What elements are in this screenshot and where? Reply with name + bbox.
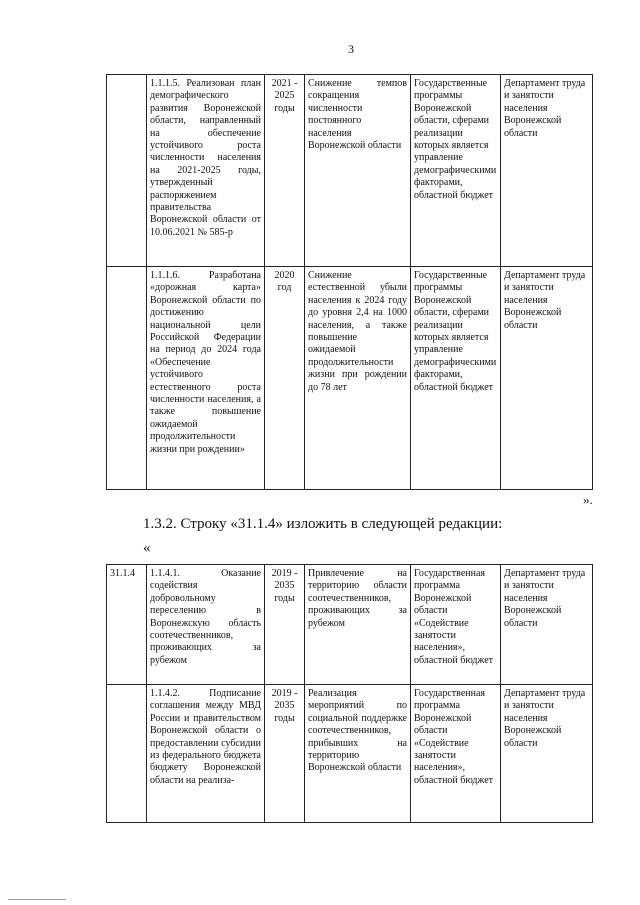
- period-cell: 2021 - 2025 годы: [265, 75, 305, 267]
- table-row: [107, 565, 593, 685]
- table-row: [107, 75, 593, 267]
- amendment-paragraph: 1.3.2. Строку «31.1.4» изложить в следующей редакции:: [143, 516, 503, 532]
- page-number: 3: [348, 42, 354, 56]
- measure-cell: 1.1.4.2. Подписание соглашения между МВД России и правительством Воронежской области о предоставлении субсидии из федерального бюджета бюджету Воронежской области на реализа-: [147, 685, 265, 823]
- measure-cell: 1.1.1.6. Разработана «дорожная карта» Воронежской области по достижению национальной цели Российской Федерации на период до 2024 года «Обеспечение устойчивого естественного роста численности населения, а также повышение ожидаемой продолжительности жизни при рождении»: [147, 267, 265, 490]
- code-cell: 31.1.4: [107, 565, 147, 685]
- period-cell: 2019 - 2035 годы: [265, 565, 305, 685]
- code-cell: [107, 267, 147, 490]
- source-cell: Государственная программа Воронежской области «Содействие занятости населения», областной бюджет: [411, 565, 501, 685]
- footnote-divider: [8, 899, 66, 900]
- source-cell: Государственные программы Воронежской области, сферами реализации которых является управление демографическими факторами, областной бюджет: [411, 267, 501, 490]
- table-row: [107, 267, 593, 490]
- responsible-cell: Департамент труда и занятости населения Воронежской области: [501, 685, 593, 823]
- opening-quote: «: [143, 540, 151, 556]
- source-cell: Государственные программы Воронежской области, сферами реализации которых является управление демографическими факторами, областной бюджет: [411, 75, 501, 267]
- closing-quote: ».: [583, 492, 593, 507]
- responsible-cell: Департамент труда и занятости населения Воронежской области: [501, 75, 593, 267]
- code-cell: [107, 685, 147, 823]
- responsible-cell: Департамент труда и занятости населения Воронежской области: [501, 565, 593, 685]
- period-cell: 2020 год: [265, 267, 305, 490]
- responsible-cell: Департамент труда и занятости населения Воронежской области: [501, 267, 593, 490]
- measures-table-1: [106, 74, 593, 490]
- measure-cell: 1.1.1.5. Реализован план демографического развития Воронежской области, направленный на обеспечение устойчивого роста численности населения на 2021-2025 годы, утвержденный распоряжением правительства Воронежской области от 10.06.2021 № 585-р: [147, 75, 265, 267]
- result-cell: Снижение темпов сокращения численности постоянного населения Воронежской области: [305, 75, 411, 267]
- source-cell: Государственная программа Воронежской области «Содействие занятости населения», областной бюджет: [411, 685, 501, 823]
- table-row: [107, 685, 593, 823]
- period-cell: 2019 - 2035 годы: [265, 685, 305, 823]
- result-cell: Привлечение на территорию области соотечественников, проживающих за рубежом: [305, 565, 411, 685]
- result-cell: Реализация мероприятий по социальной поддержке соотечественников, прибывших на территорию Воронежской области: [305, 685, 411, 823]
- code-cell: [107, 75, 147, 267]
- measures-table-2: [106, 564, 593, 823]
- result-cell: Снижение естественной убыли населения к 2024 году до уровня 2,4 на 1000 населения, а также повышение ожидаемой продолжительности жизни при рождении до 78 лет: [305, 267, 411, 490]
- measure-cell: 1.1.4.1. Оказание содействия добровольному переселению в Воронежскую область соотечественников, проживающих за рубежом: [147, 565, 265, 685]
